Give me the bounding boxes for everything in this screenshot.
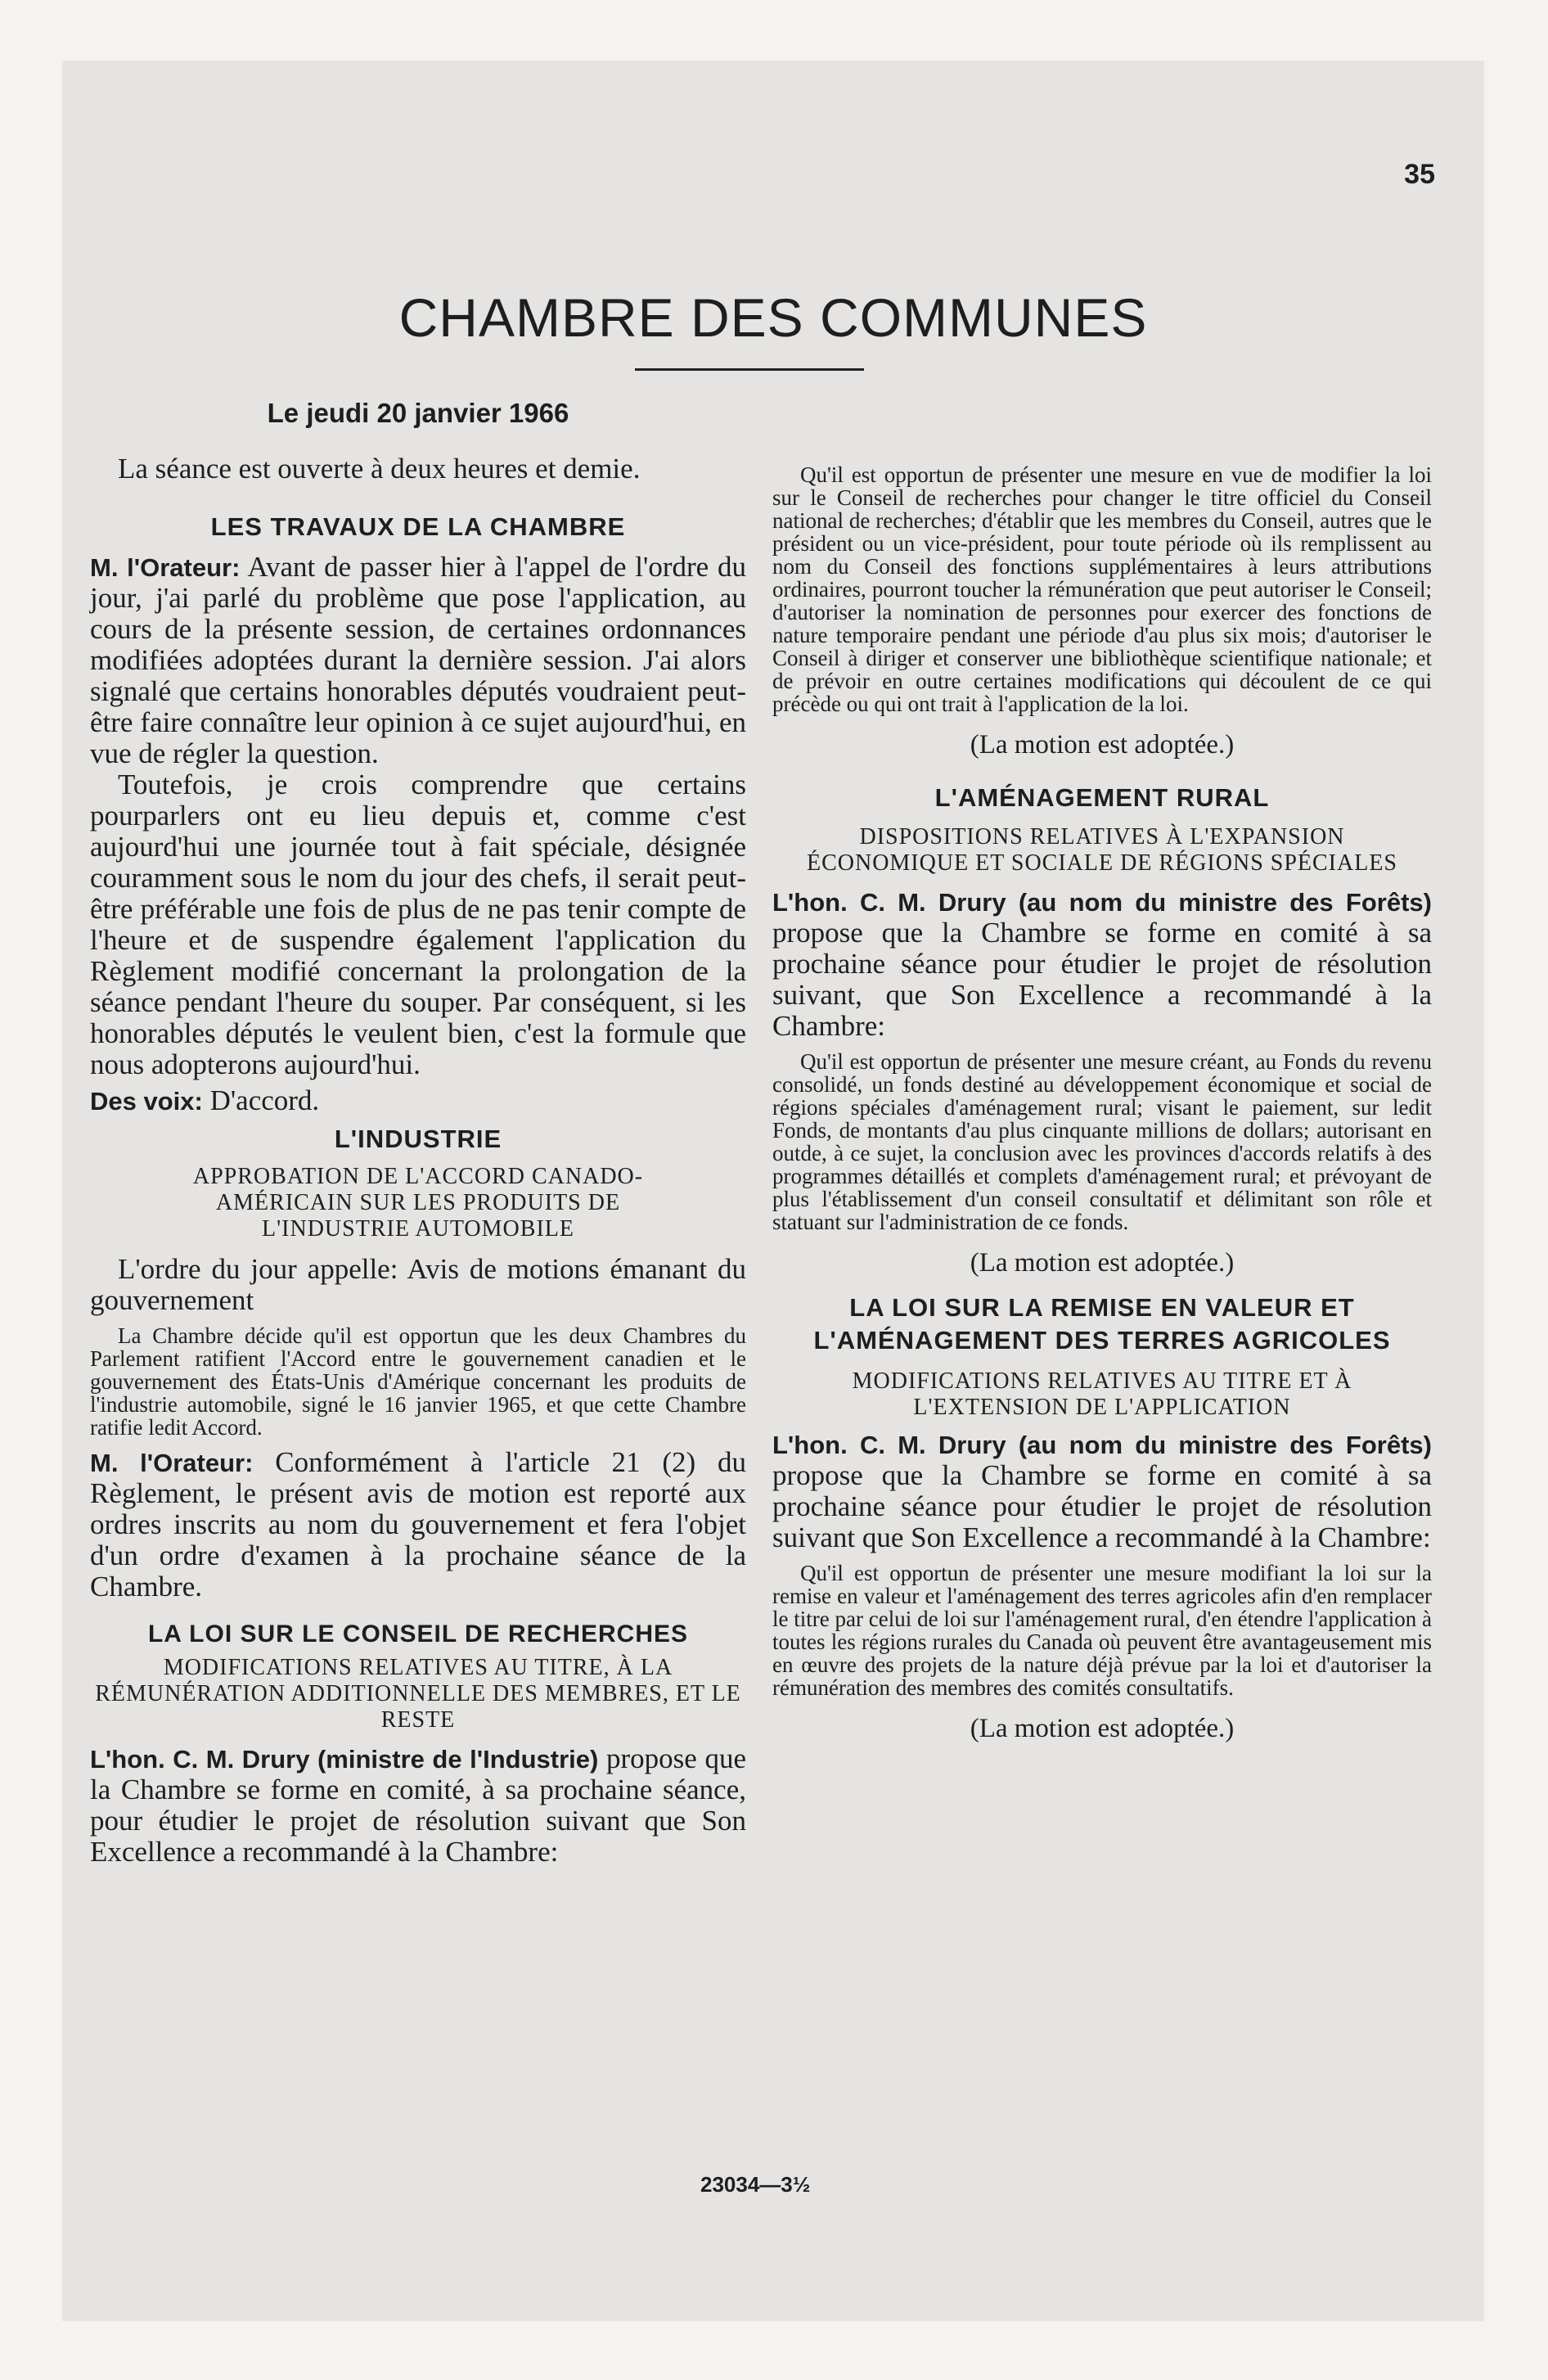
paragraph-2: Toutefois, je crois comprendre que certains pourparlers ont eu lieu depuis et, comme c'est aujourd'hui une journée tout à fait spéciale, désignée couramment sous le nom du jour des chefs, il serait peut-être préférable une fois de plus de ne pas tenir compte de l'heure et de suspendre également l'application du Règlement modifié concernant la prolongation de la séance pendant l'heure du souper. Par conséquent, si les honorables députés le veulent bien, c'est la formule que nous adopterons aujourd'hui.	[90, 769, 746, 1080]
resolution-3: Qu'il est opportun de présenter une mesure modifiant la loi sur la remise en valeur et l'aménagement des terres agricoles afin d'en remplacer le titre par celui de loi sur l'aménagement rural, d'en étendre l'application à toutes les régions rurales du Canada où peuvent être avantageusement mis en œuvre des projets de la nature déjà prévue par la loi et d'autoriser la rémunération des membres des comités consultatifs.	[772, 1561, 1432, 1700]
paragraph-4	[90, 1743, 746, 1868]
speaker-label: M. l'Orateur:	[90, 553, 241, 582]
resolution-1: Qu'il est opportun de présenter une mesure en vue de modifier la loi sur le Conseil de recherches pour changer le titre officiel du Conseil national de recherches; d'établir que les membres du Conseil, autres que le président ou un vice-président, pour toute période où ils remplissent au nom du Conseil des fonctions supplémentaires à leurs attributions ordinaires, pourront toucher la rémunération que peut autoriser le Conseil; d'autoriser la nomination de personnes pour exercer des fonctions de nature temporaire pendant une période d'au plus six mois; d'autoriser le Conseil à diriger et conserver une bibliothèque scientifique nationale; et de prévoir en outre certaines modifications qui découlent de ce qui précède ou qui ont trait à l'application de la loi.	[772, 462, 1432, 716]
title-rule	[635, 368, 864, 371]
speaker-label: L'hon. C. M. Drury (au nom du ministre des Forêts)	[772, 1431, 1432, 1459]
paragraph-6	[772, 1429, 1432, 1553]
speaker-label: Des voix:	[90, 1087, 203, 1116]
heading-travaux: LES TRAVAUX DE LA CHAMBRE	[210, 512, 626, 541]
paragraph-5	[772, 886, 1432, 1042]
motion-adopted-3: (La motion est adoptée.)	[970, 1714, 1235, 1743]
paragraph-text: propose que la Chambre se forme en comité, à sa prochaine séance, pour étudier le projet de résolution suivant que Son Excellence a recommandé à la Chambre:	[90, 1742, 746, 1868]
paragraph-voices	[90, 1085, 746, 1116]
right-column	[772, 398, 1432, 1744]
sitting-date: Le jeudi 20 janvier 1966	[267, 398, 569, 428]
page-title: CHAMBRE DES COMMUNES	[398, 287, 1148, 348]
ordre-du-jour: L'ordre du jour appelle: Avis de motions émanant du gouvernement	[90, 1253, 746, 1316]
subheading-rural: DISPOSITIONS RELATIVES À L'EXPANSION ÉCONOMIQUE ET SOCIALE DE RÉGIONS SPÉCIALES	[806, 824, 1398, 876]
left-column	[90, 398, 746, 1868]
heading-conseil: LA LOI SUR LE CONSEIL DE RECHERCHES	[147, 1620, 689, 1648]
motion-text-small: La Chambre décide qu'il est opportun que les deux Chambres du Parlement ratifient l'Accord entre le gouvernement canadien et le gouvernement des États-Unis d'Amérique concernant les produits de l'industrie automobile, signé le 16 janvier 1965, et que cette Chambre ratifie ledit Accord.	[90, 1323, 746, 1440]
page-number: 35	[1404, 159, 1435, 190]
paragraph-text: Conformément à l'article 21 (2) du Règlement, le présent avis de motion est reporté aux ordres inscrits au nom du gouvernement et fera l'objet d'un ordre d'examen à la prochaine séance de la Chambre.	[90, 1446, 746, 1602]
paragraph-text: propose que la Chambre se forme en comité à sa prochaine séance pour étudier le projet de résolution suivant, que Son Excellence a recommandé à la Chambre:	[772, 917, 1432, 1042]
subheading-remise: MODIFICATIONS RELATIVES AU TITRE ET À L'EXTENSION DE L'APPLICATION	[852, 1368, 1352, 1420]
page	[62, 61, 1484, 2321]
subheading-conseil: MODIFICATIONS RELATIVES AU TITRE, À LA RÉMUNÉRATION ADDITIONNELLE DES MEMBRES, ET LE RESTE	[95, 1655, 741, 1733]
resolution-2: Qu'il est opportun de présenter une mesure créant, au Fonds du revenu consolidé, un fonds destiné au développement économique et social de régions spéciales d'aménagement rural; visant le paiement, sur ledit Fonds, de montants d'au plus cinquante millions de dollars; autorisant en outde, à ce sujet, la conclusion avec les provinces d'accords relatifs à des programmes détaillés et complets d'aménagement rural; et prévoyant de plus l'établissement d'un conseil consultatif et délimitant son rôle et statuant sur l'administration de ce fonds.	[772, 1049, 1432, 1234]
motion-adopted-2: (La motion est adoptée.)	[970, 1248, 1235, 1278]
heading-rural: L'AMÉNAGEMENT RURAL	[934, 783, 1270, 812]
heading-remise: LA LOI SUR LA REMISE EN VALEUR ET L'AMÉNAGEMENT DES TERRES AGRICOLES	[813, 1293, 1391, 1355]
speaker-label: M. l'Orateur:	[90, 1449, 254, 1477]
paragraph-text: Avant de passer hier à l'appel de l'ordre du jour, j'ai parlé du problème que pose l'application, au cours de la présente session, de certaines ordonnances modifiées adoptées durant la dernière session. J'ai alors signalé que certains honorables députés voudraient peut-être faire connaître leur opinion à ce sujet aujourd'hui, en vue de régler la question.	[90, 551, 746, 769]
opening-text: La séance est ouverte à deux heures et demie.	[118, 453, 641, 485]
motion-adopted-1: (La motion est adoptée.)	[970, 730, 1235, 760]
subheading-industrie: APPROBATION DE L'ACCORD CANADO-AMÉRICAIN SUR LES PRODUITS DE L'INDUSTRIE AUTOMOBILE	[192, 1164, 644, 1242]
page-footer: 23034—3½	[700, 2172, 811, 2197]
paragraph-text: propose que la Chambre se forme en comité à sa prochaine séance pour étudier le projet de résolution suivant que Son Excellence a recommandé à la Chambre:	[772, 1459, 1432, 1553]
paragraph-3	[90, 1447, 746, 1602]
paragraph-text: D'accord.	[209, 1084, 320, 1116]
heading-industrie: L'INDUSTRIE	[334, 1125, 502, 1153]
paragraph-1	[90, 552, 746, 769]
speaker-label: L'hon. C. M. Drury (ministre de l'Industrie)	[90, 1745, 599, 1774]
speaker-label: L'hon. C. M. Drury (au nom du ministre des Forêts)	[772, 888, 1432, 917]
